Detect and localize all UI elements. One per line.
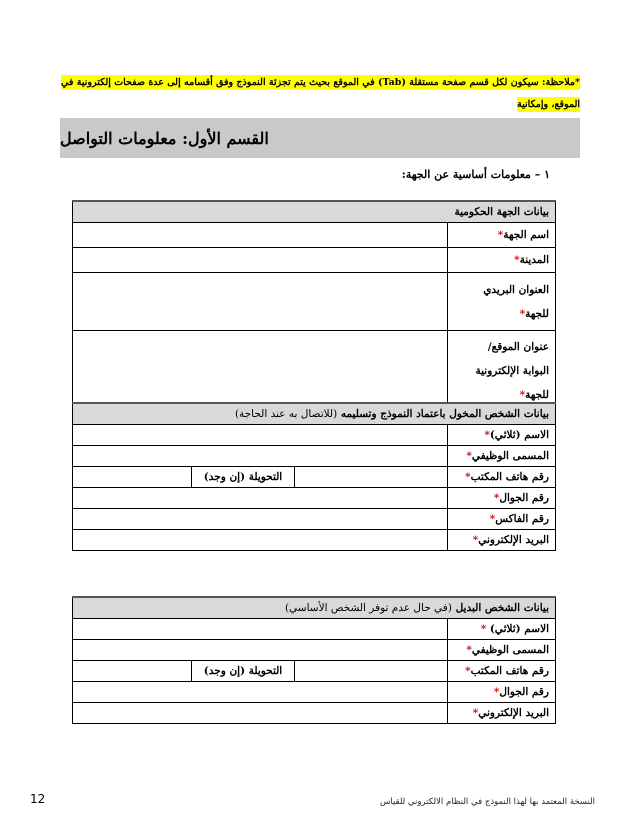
field-label: المدينة* [448, 248, 556, 273]
table-row [73, 425, 556, 446]
fax-field[interactable] [73, 509, 448, 530]
email-field[interactable] [73, 530, 448, 551]
field-label: البريد الإلكتروني* [448, 530, 556, 551]
subheading: ١ – معلومات أساسية عن الجهة: [401, 168, 550, 181]
footer-text: النسخة المعتمد بها لهذا النموذج في النظام الالكتروني للقياس [380, 797, 595, 807]
extension-field[interactable] [73, 467, 192, 488]
extension-label: التحويلة (إن وجد) [192, 661, 295, 682]
extension-label: التحويلة (إن وجد) [192, 467, 295, 488]
alt-name-field[interactable] [73, 619, 448, 640]
field-label: الاسم (ثلاثي) * [448, 619, 556, 640]
field-label: اسم الجهة* [448, 223, 556, 248]
authorized-person-table [72, 402, 556, 551]
field-label: رقم الجوال* [448, 682, 556, 703]
field-label: رقم هاتف المكتب* [448, 467, 556, 488]
table-row [73, 331, 556, 411]
table-row [73, 488, 556, 509]
table-row [73, 619, 556, 640]
table-row [73, 703, 556, 724]
alt-mobile-field[interactable] [73, 682, 448, 703]
field-label: رقم الجوال* [448, 488, 556, 509]
alt-extension-field[interactable] [73, 661, 192, 682]
field-label: البريد الإلكتروني* [448, 703, 556, 724]
field-label: رقم الفاكس* [448, 509, 556, 530]
mobile-field[interactable] [73, 488, 448, 509]
table-row [73, 248, 556, 273]
section-title: القسم الأول: معلومات التواصل [60, 128, 269, 148]
page-number: 12 [30, 792, 46, 806]
table-row [73, 661, 556, 682]
website-field[interactable] [73, 331, 448, 411]
entity-name-field[interactable] [73, 223, 448, 248]
alternate-person-table [72, 596, 556, 724]
table-row [73, 223, 556, 248]
table-row [73, 682, 556, 703]
field-label: عنوان الموقع/ البوابة الإلكترونية للجهة* [448, 331, 556, 411]
table-row [73, 530, 556, 551]
table-header: بيانات الجهة الحكومية [73, 201, 556, 223]
alt-job-title-field[interactable] [73, 640, 448, 661]
note-line-1: *ملاحظة: سيكون لكل قسم صفحة مستقلة (Tab) في الموقع بحيث يتم تجزئة النموذج وفق أقسامه إلى عدة صفحات إلكترونية في الموقع، وإمكانية [61, 77, 580, 110]
alt-office-phone-field[interactable] [295, 661, 448, 682]
table-row [73, 273, 556, 331]
table-row [73, 640, 556, 661]
table-header: بيانات الشخص البديل (في حال عدم توفر الشخص الأساسي) [73, 597, 556, 619]
table-row [73, 467, 556, 488]
table-header: بيانات الشخص المخول باعتماد النموذج وتسليمه (للاتصال به عند الحاجة) [73, 403, 556, 425]
field-label: المسمى الوظيفي* [448, 640, 556, 661]
section-title-bar [60, 118, 580, 158]
office-phone-field[interactable] [295, 467, 448, 488]
field-label: العنوان البريدي للجهة* [448, 273, 556, 331]
table-row [73, 509, 556, 530]
table-row [73, 446, 556, 467]
field-label: رقم هاتف المكتب* [448, 661, 556, 682]
name-field[interactable] [73, 425, 448, 446]
field-label: المسمى الوظيفي* [448, 446, 556, 467]
postal-address-field[interactable] [73, 273, 448, 331]
alt-email-field[interactable] [73, 703, 448, 724]
field-label: الاسم (ثلاثي)* [448, 425, 556, 446]
city-field[interactable] [73, 248, 448, 273]
government-entity-table [72, 200, 556, 411]
job-title-field[interactable] [73, 446, 448, 467]
